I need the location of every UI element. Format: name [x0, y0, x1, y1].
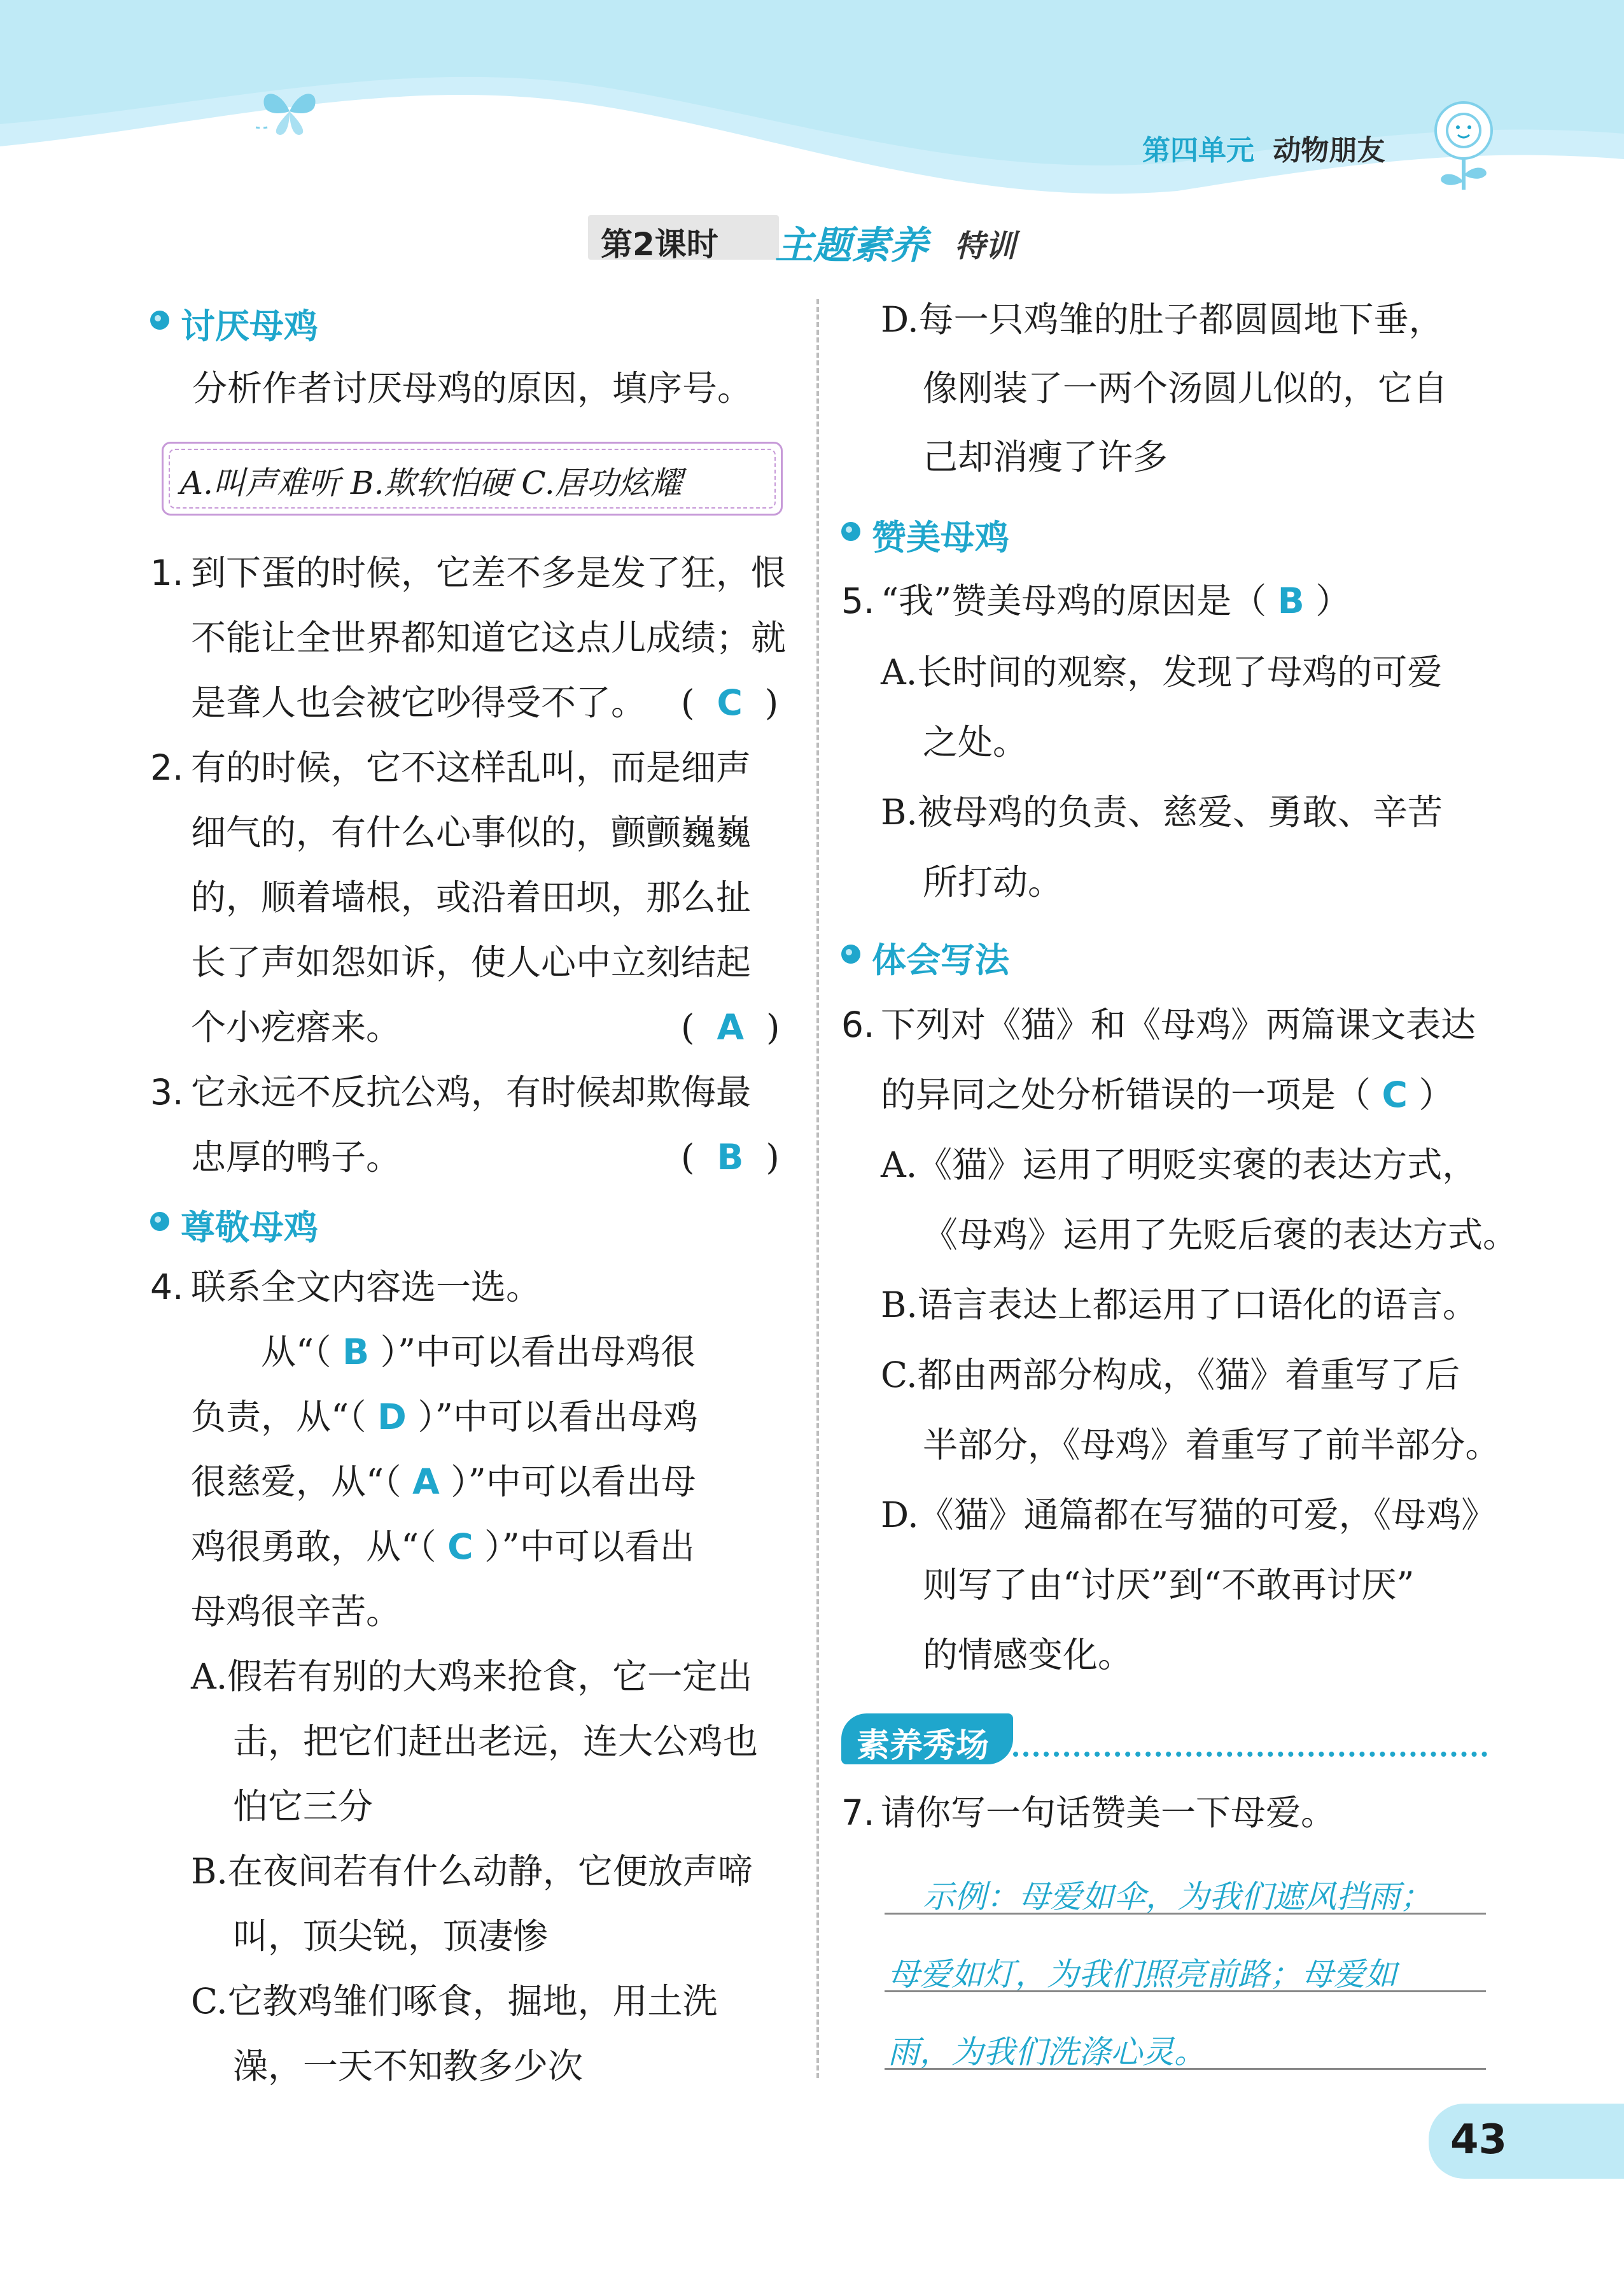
section-title: 赞美母鸡 — [872, 517, 1009, 558]
lesson-number: 第2课时 — [601, 226, 718, 263]
q4-fill-line: 从“（ B ）”中可以看出母鸡很 — [261, 1332, 696, 1372]
q4-option-c: C.它教鸡雏们啄食，掘地，用土洗 — [191, 1981, 718, 2021]
q2-line: 有的时候，它不这样乱叫，而是细声 — [191, 747, 752, 788]
lesson-theme-box — [764, 215, 1031, 268]
q2-line: 长了声如怨如诉，使人心中立刻结起 — [191, 942, 752, 983]
q4-option-d: D.每一只鸡雏的肚子都圆圆地下垂， — [881, 299, 1444, 340]
section-bullet-icon — [150, 1212, 169, 1231]
q6-option-a: 《母鸡》运用了先贬后褒的表达方式。 — [923, 1214, 1518, 1255]
q7-answer-line: 示例：母爱如伞，为我们遮风挡雨； — [923, 1878, 1432, 1915]
q4-option-d: 己却消瘦了许多 — [923, 437, 1168, 477]
suyang-label: 素养秀场 — [857, 1727, 990, 1765]
q4-option-b: 叫，顶尖锐，顶凄惨 — [233, 1916, 549, 1957]
column-divider — [816, 299, 819, 2078]
unit-label — [1142, 127, 1385, 168]
q5-option-b: 所打动。 — [923, 862, 1063, 903]
q4-answer-3: A — [412, 1461, 440, 1502]
q5-option-a: 之处。 — [923, 722, 1028, 763]
sunflower-icon — [1429, 95, 1499, 191]
answer-bracket: ( A ) — [681, 1007, 780, 1048]
q6-option-c: C.都由两部分构成，《猫》着重写了后 — [881, 1354, 1460, 1395]
options-box — [162, 442, 783, 516]
lesson-number-box — [588, 215, 779, 263]
section-bullet-icon — [841, 945, 860, 964]
writing-line — [885, 2068, 1486, 2070]
q7-answer-line: 母爱如灯，为我们照亮前路；母爱如 — [888, 1956, 1397, 1993]
q4-option-d: 像刚装了一两个汤圆儿似的，它自 — [923, 368, 1448, 409]
q7-stem: 请你写一句话赞美一下母爱。 — [881, 1792, 1336, 1833]
question-intro: 分析作者讨厌母鸡的原因，填序号。 — [192, 368, 753, 409]
q4-fill-line: 母鸡很辛苦。 — [191, 1591, 402, 1632]
q4-answer-1: B — [342, 1332, 370, 1372]
q6-option-b: B.语言表达上都运用了口语化的语言。 — [881, 1284, 1478, 1325]
q6-option-d: D.《猫》通篇都在写猫的可爱，《母鸡》 — [881, 1494, 1497, 1535]
lesson-title — [573, 209, 1056, 267]
suyang-badge — [841, 1713, 1013, 1764]
section-bullet-icon — [841, 522, 860, 541]
question-number: 5. — [841, 580, 875, 621]
header-wave-background — [0, 0, 1624, 210]
section-bullet-icon — [150, 311, 169, 330]
q6-option-a: A.《猫》运用了明贬实褒的表达方式， — [881, 1144, 1478, 1185]
suyang-banner — [841, 1713, 1032, 1764]
question-number: 4. — [150, 1267, 184, 1307]
question-number: 3. — [150, 1072, 184, 1113]
butterfly-icon — [255, 83, 325, 140]
q4-answer-4: C — [447, 1526, 473, 1567]
page-number-tab — [1429, 2104, 1624, 2179]
section-title: 尊敬母鸡 — [181, 1207, 318, 1248]
q7-answer-line: 雨，为我们洗涤心灵。 — [888, 2034, 1206, 2071]
q2-line: 的，顺着墙根，或沿着田坝，那么扯 — [191, 877, 752, 918]
q1-line: 是聋人也会被它吵得受不了。 — [191, 682, 647, 723]
q6-stem: 的异同之处分析错误的一项是（ C ） — [881, 1074, 1454, 1115]
q5-option-a: A.长时间的观察，发现了母鸡的可爱 — [881, 652, 1443, 693]
q5-option-b: B.被母鸡的负责、慈爱、勇敢、辛苦 — [881, 792, 1443, 833]
q1-answer: C — [717, 682, 743, 723]
section-title: 体会写法 — [872, 940, 1009, 980]
q6-option-d: 则写了由“讨厌”到“不敢再讨厌” — [923, 1564, 1415, 1605]
options-text: A.叫声难听 B.欺软怕硬 C.居功炫耀 — [180, 465, 682, 502]
q5-answer: B — [1277, 580, 1305, 621]
dotted-line — [1013, 1752, 1487, 1757]
lesson-theme: 主题素养 — [775, 223, 928, 268]
q4-option-a: 怕它三分 — [233, 1786, 374, 1827]
question-number: 6. — [841, 1004, 875, 1045]
q4-fill-line: 鸡很勇敢，从“（ C ）”中可以看出 — [191, 1526, 695, 1567]
q4-option-a: 击，把它们赶出老远，连大公鸡也 — [233, 1721, 759, 1762]
question-number: 1. — [150, 552, 184, 593]
q4-option-b: B.在夜间若有什么动静，它便放声啼 — [191, 1851, 753, 1892]
question-number: 2. — [150, 747, 184, 788]
q4-fill-line: 负责，从“（ D ）”中可以看出母鸡 — [191, 1396, 698, 1437]
q6-answer: C — [1382, 1074, 1408, 1115]
q6-stem: 下列对《猫》和《母鸡》两篇课文表达 — [881, 1004, 1476, 1045]
q4-option-c: 澡，一天不知教多少次 — [233, 2046, 584, 2086]
q2-line: 个小疙瘩来。 — [191, 1007, 402, 1048]
q6-option-c: 半部分，《母鸡》着重写了前半部分。 — [923, 1424, 1501, 1465]
answer-bracket: ( C ) — [681, 682, 779, 723]
lesson-training: 特训 — [955, 229, 1016, 264]
writing-line — [885, 1990, 1486, 1992]
q3-answer: B — [717, 1137, 744, 1178]
q3-line: 它永远不反抗公鸡，有时候却欺侮最 — [191, 1072, 752, 1113]
q6-option-d: 的情感变化。 — [923, 1635, 1133, 1675]
q2-line: 细气的，有什么心事似的，颤颤巍巍 — [191, 812, 752, 853]
q1-line: 到下蛋的时候，它差不多是发了狂，恨 — [191, 552, 787, 593]
q2-answer: A — [717, 1007, 745, 1048]
unit-number: 第四单元 — [1142, 134, 1254, 167]
q4-option-a: A.假若有别的大鸡来抢食，它一定出 — [191, 1656, 753, 1697]
unit-name: 动物朋友 — [1273, 134, 1385, 167]
q4-fill-line: 很慈爱，从“（ A ）”中可以看出母 — [191, 1461, 696, 1502]
question-number: 7. — [841, 1792, 875, 1833]
page-number: 43 — [1450, 2116, 1508, 2163]
answer-bracket: ( B ) — [681, 1137, 780, 1178]
q4-answer-2: D — [377, 1396, 407, 1437]
q1-line: 不能让全世界都知道它这点儿成绩；就 — [191, 617, 787, 658]
q4-stem: 联系全文内容选一选。 — [191, 1267, 542, 1307]
section-title: 讨厌母鸡 — [181, 306, 318, 346]
q3-line: 忠厚的鸭子。 — [191, 1137, 402, 1178]
q5-stem: “我”赞美母鸡的原因是（ B ） — [881, 580, 1351, 621]
writing-line — [885, 1913, 1486, 1915]
